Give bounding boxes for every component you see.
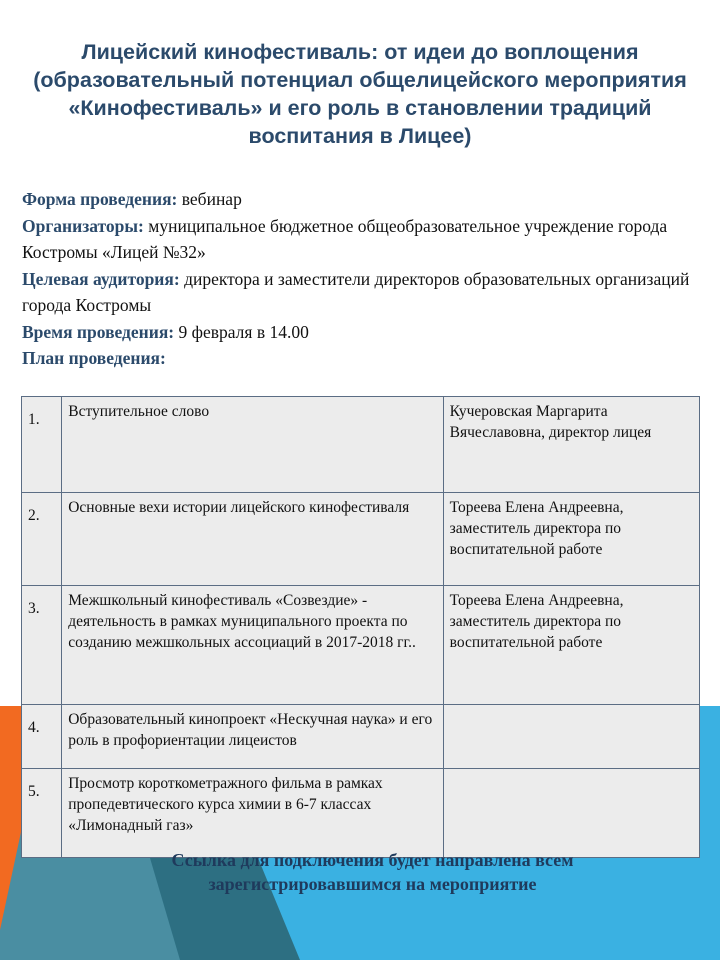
time-value: 9 февраля в 14.00 <box>174 321 309 342</box>
plan-table <box>21 396 700 858</box>
table-row <box>22 397 700 493</box>
form-label: Форма проведения: <box>22 189 178 209</box>
audience-label: Целевая аудитория: <box>22 268 180 289</box>
activity-cell: Образовательный кинопроект «Нескучная наука» и его роль в профориентации лицеистов <box>62 705 443 769</box>
table-row <box>22 705 700 769</box>
row-number: 2. <box>22 493 62 586</box>
time-label: Время проведения: <box>22 321 175 342</box>
plan-label: План проведения: <box>22 348 166 368</box>
plan-row <box>22 345 702 372</box>
table-row <box>22 586 700 705</box>
connection-note: Ссылка для подключения будет направлена всем зарегистрировавшимся на мероприятие <box>171 850 574 894</box>
audience-value: директора и заместители директоров образовательных организаций города Костромы <box>22 268 690 315</box>
table-row <box>22 769 700 858</box>
speaker-cell: Тореева Елена Андреевна, заместитель директора по воспитательной работе <box>443 493 699 586</box>
row-number: 3. <box>22 586 62 705</box>
speaker-cell: Кучеровская Маргарита Вячеславовна, директор лицея <box>443 397 699 493</box>
activity-cell: Просмотр короткометражного фильма в рамках пропедевтического курса химии в 6-7 классах «Лимонадный газ» <box>62 769 443 858</box>
row-number: 5. <box>22 769 62 858</box>
form-row <box>22 186 702 213</box>
organizers-label: Организаторы: <box>22 215 144 236</box>
row-number: 1. <box>22 397 62 493</box>
organizers-row <box>22 213 702 266</box>
activity-cell: Вступительное слово <box>62 397 443 493</box>
activity-cell: Межшкольный кинофестиваль «Созвездие» - деятельность в рамках муниципального проекта по созданию межшкольных ассоциаций в 2017-2018 гг.. <box>62 586 443 705</box>
form-value: вебинар <box>177 189 242 209</box>
activity-cell: Основные вехи истории лицейского кинофестиваля <box>62 493 443 586</box>
row-number: 4. <box>22 705 62 769</box>
organizers-value: муниципальное бюджетное общеобразовательное учреждение города Костромы «Лицей №32» <box>22 215 668 262</box>
table-row <box>22 493 700 586</box>
speaker-cell: Тореева Елена Андреевна, заместитель директора по воспитательной работе <box>443 586 699 705</box>
speaker-cell <box>443 769 699 858</box>
page-title: Лицейский кинофестиваль: от идеи до воплощения (образовательный потенциал общелицейского мероприятия «Кинофестиваль» и его роль в становлении традиций воспитания в Лицее) <box>33 40 687 148</box>
event-info <box>22 186 702 372</box>
speaker-cell <box>443 705 699 769</box>
time-row <box>22 319 702 346</box>
audience-row <box>22 266 702 319</box>
